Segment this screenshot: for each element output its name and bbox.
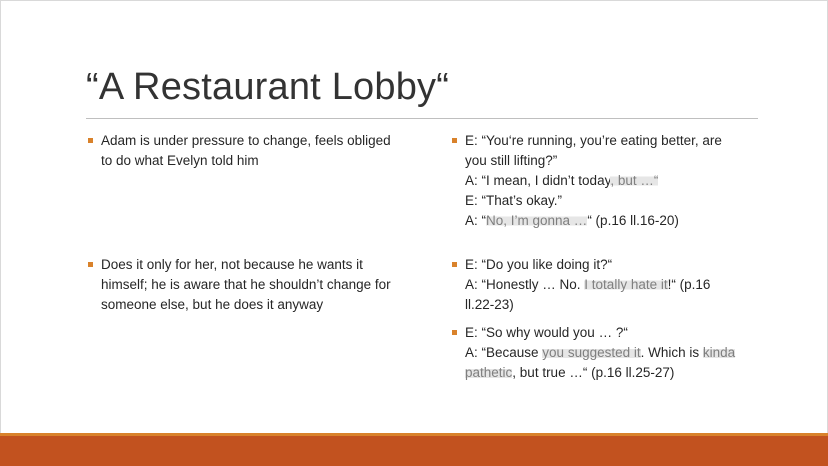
title-divider bbox=[86, 118, 758, 119]
text-line: E: “So why would you … ?“ bbox=[465, 325, 628, 340]
text-line: you still lifting?” bbox=[465, 153, 558, 168]
text-segment: A: “I mean, I didn’t today bbox=[465, 173, 611, 188]
bullet-marker bbox=[452, 262, 457, 267]
quote-text bbox=[465, 323, 735, 383]
text-segment: . Which is bbox=[640, 345, 703, 360]
text-segment: A: “Honestly … No. bbox=[465, 277, 585, 292]
highlighted-text: kinda bbox=[702, 345, 736, 360]
bullet-marker bbox=[88, 262, 93, 267]
text-segment: A: “ bbox=[465, 213, 487, 228]
bullet-marker bbox=[88, 138, 93, 143]
text-line: E: “Do you like doing it?“ bbox=[465, 257, 613, 272]
text-line: E: “That’s okay.” bbox=[465, 193, 563, 208]
bullet-text bbox=[101, 131, 391, 171]
highlighted-text: you suggested it bbox=[542, 345, 641, 360]
text-segment: A: “Because bbox=[465, 345, 543, 360]
text-line bbox=[465, 363, 735, 383]
text-segment: , but true …“ (p.16 ll.25-27) bbox=[512, 365, 675, 380]
text-line: to do what Evelyn told him bbox=[101, 153, 259, 168]
highlighted-text: No, I’m gonna … bbox=[486, 213, 588, 228]
text-line: himself; he is aware that he shouldn’t change for bbox=[101, 277, 391, 292]
text-line bbox=[465, 211, 722, 231]
text-line: Does it only for her, not because he wants it bbox=[101, 257, 363, 272]
quote-text bbox=[465, 131, 722, 231]
slide-title: “A Restaurant Lobby“ bbox=[86, 66, 450, 108]
highlighted-text: I totally hate it bbox=[584, 277, 668, 292]
text-line: someone else, but he does it anyway bbox=[101, 297, 324, 312]
text-line bbox=[465, 275, 710, 295]
text-line bbox=[465, 171, 722, 191]
bullet-text bbox=[101, 255, 391, 315]
text-line: E: “You‘re running, you’re eating better, are bbox=[465, 133, 722, 148]
text-segment: !“ (p.16 bbox=[667, 277, 711, 292]
text-segment: “ (p.16 ll.16-20) bbox=[587, 213, 679, 228]
text-line bbox=[465, 343, 735, 363]
footer-band bbox=[0, 433, 828, 466]
bullet-marker bbox=[452, 138, 457, 143]
quote-text bbox=[465, 255, 710, 315]
highlighted-text: , but …“ bbox=[610, 173, 659, 188]
highlighted-text: pathetic bbox=[465, 365, 513, 380]
bullet-marker bbox=[452, 330, 457, 335]
text-line: ll.22-23) bbox=[465, 297, 514, 312]
text-line: Adam is under pressure to change, feels obliged bbox=[101, 133, 391, 148]
